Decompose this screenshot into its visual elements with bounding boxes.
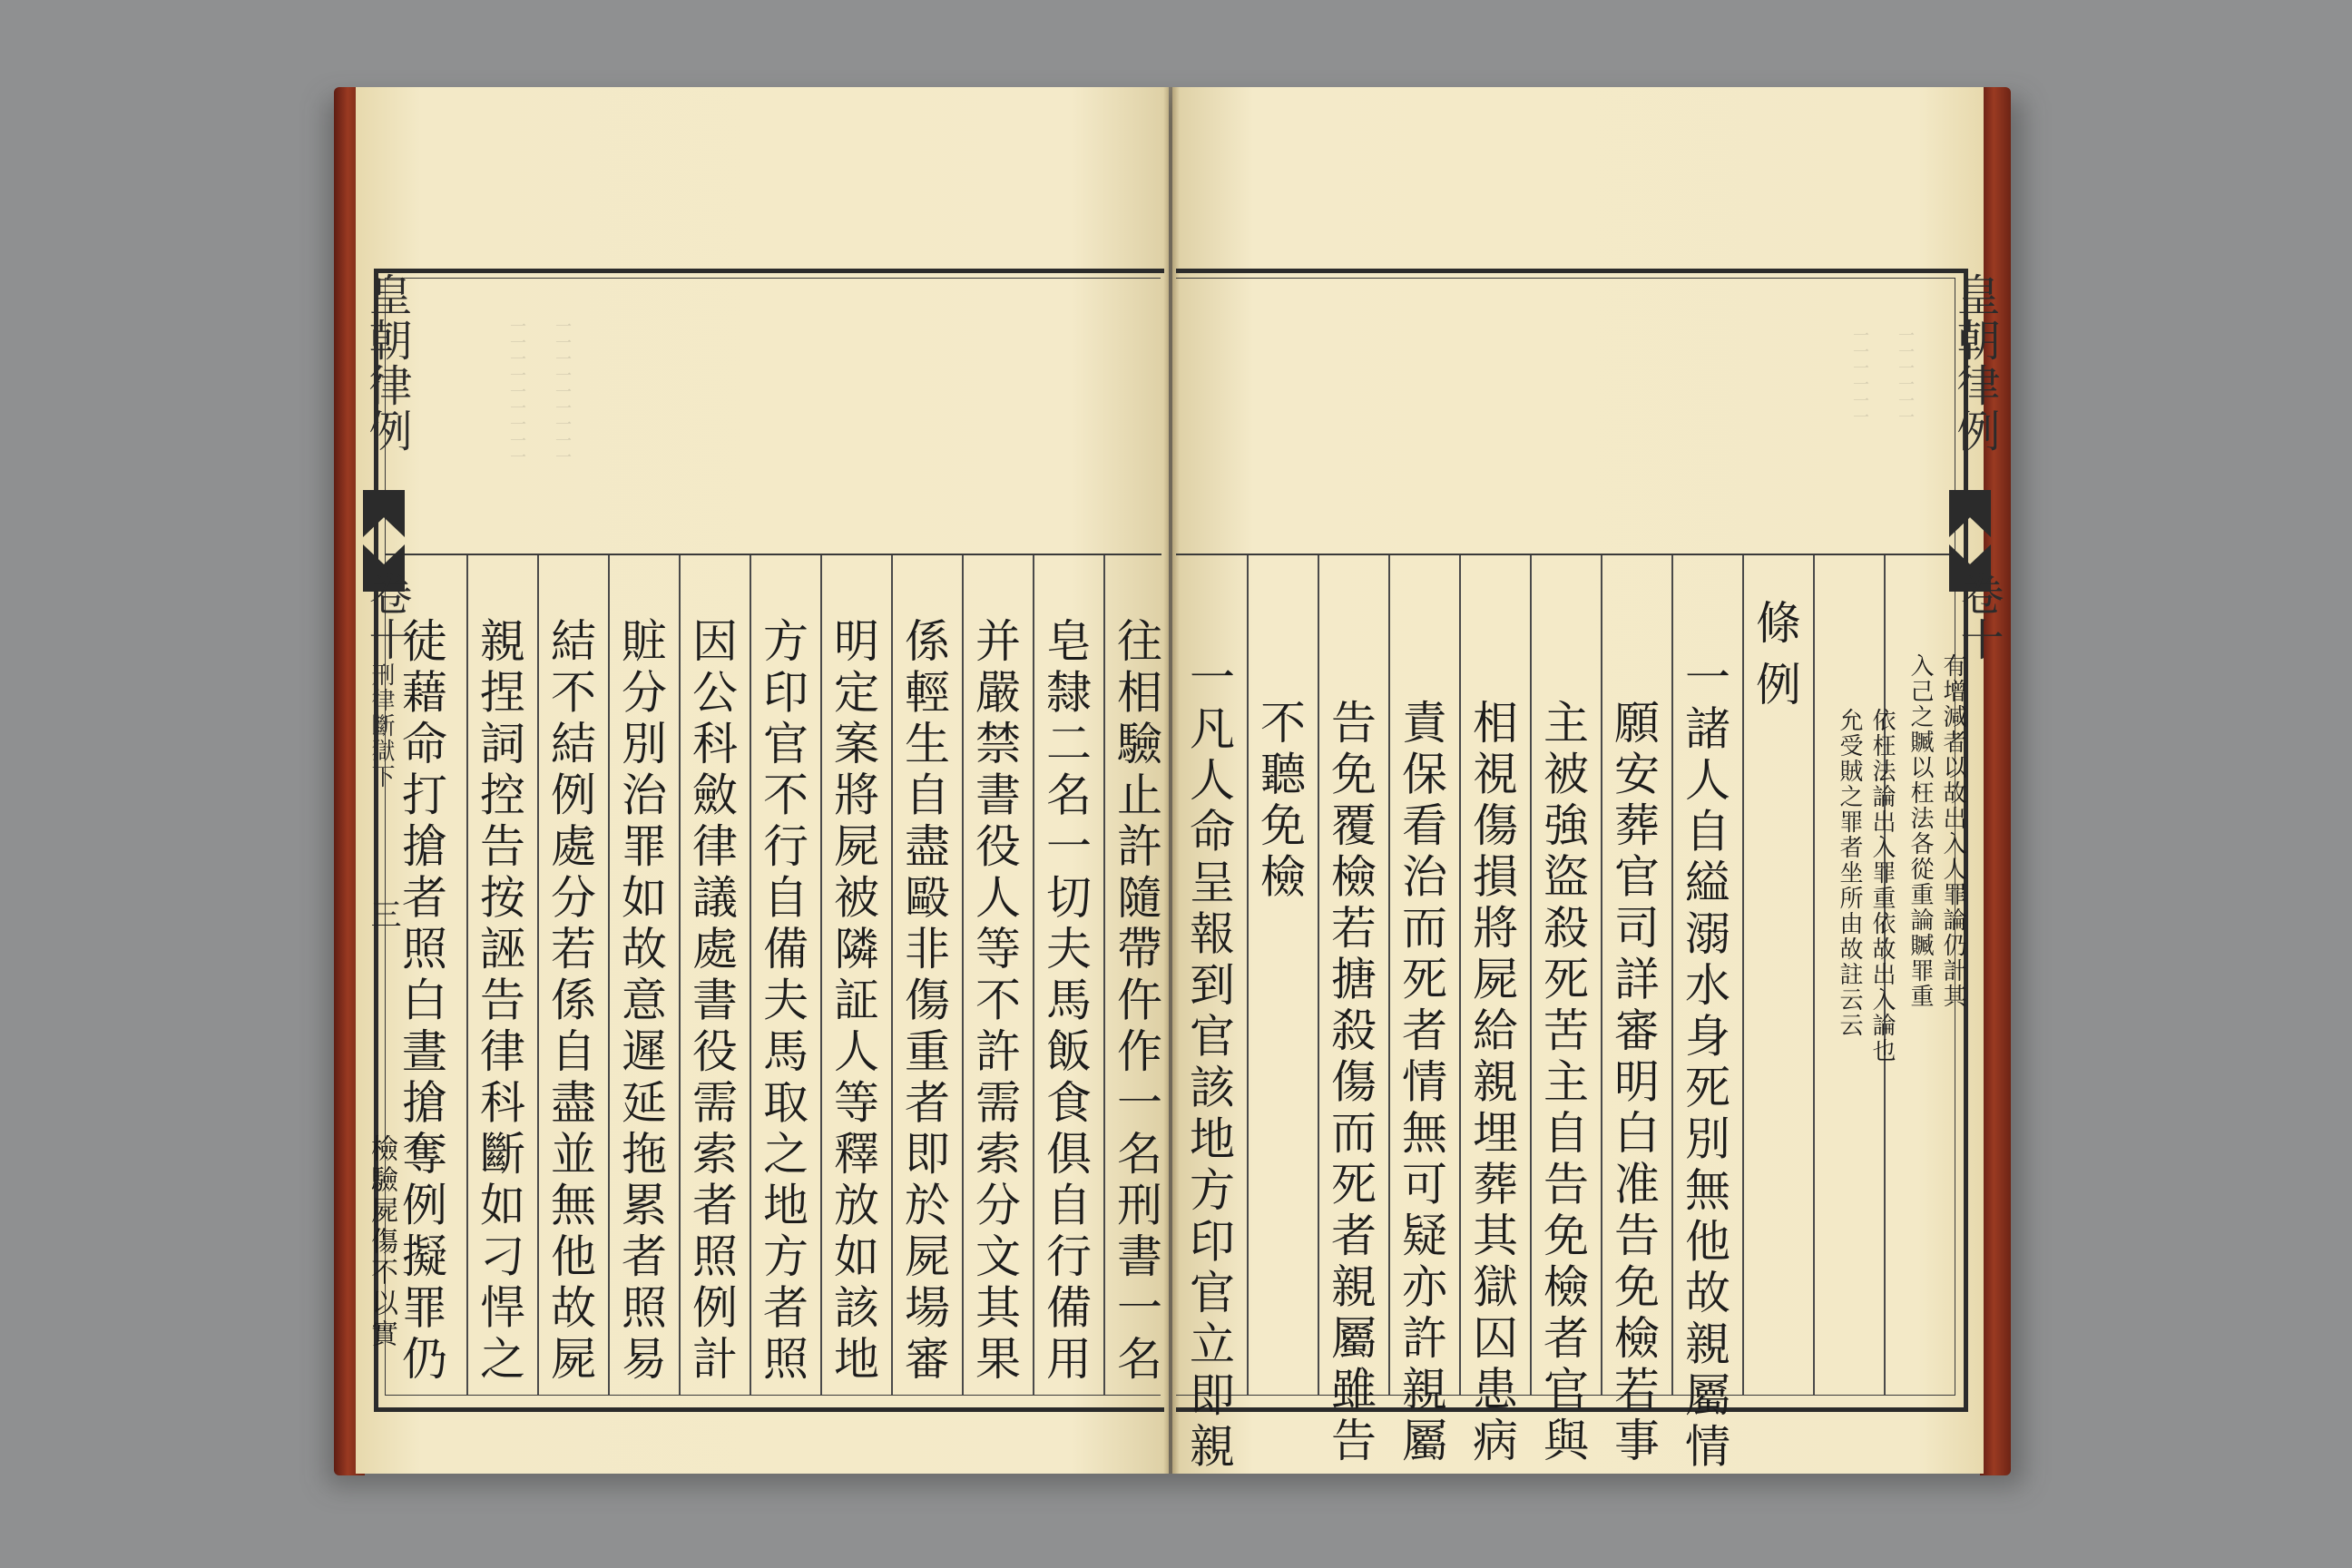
column-rule <box>608 555 610 1395</box>
left-text-column-9: 并嚴禁書役人等不許需索分文其果 <box>968 617 1021 1387</box>
column-rule <box>1033 555 1034 1395</box>
left-text-column-3: 結不結例處分若係自盡並無他故屍 <box>544 617 596 1387</box>
column-rule <box>466 555 468 1395</box>
bleed-through-text: 一一一一一一一一一 <box>507 318 526 465</box>
column-rule <box>750 555 751 1395</box>
left-text-column-8: 係輕生自盡毆非傷重者即於屍場審 <box>897 617 950 1387</box>
column-rule <box>1459 555 1461 1395</box>
right-heart-title: 皇朝律例 <box>1949 272 2000 454</box>
right-text-column-6: 主被強盜殺死苦主自告免檢者官與 <box>1536 699 1589 1468</box>
column-rule <box>1813 555 1815 1395</box>
section-heading: 條例 <box>1749 599 1801 722</box>
column-rule <box>891 555 893 1395</box>
left-text-column-2: 親捏詞控告按誣告律科斷如刁悍之 <box>473 617 525 1387</box>
left-text-column-10: 皂隸二名一切夫馬飯食俱自行備用 <box>1039 617 1092 1387</box>
column-rule <box>1247 555 1249 1395</box>
left-heart-title: 皇朝律例 <box>361 272 412 454</box>
column-rule <box>1671 555 1673 1395</box>
column-rule <box>820 555 822 1395</box>
left-text-column-1: 徒藉命打搶者照白晝搶奪例擬罪仍 <box>395 617 447 1387</box>
left-heart-juan: 卷十 <box>361 572 412 662</box>
commentary-column-4: 有增減者以故出入人罪論仍計其 <box>1939 653 1966 1009</box>
column-rule <box>1742 555 1744 1395</box>
left-page-number: 三 <box>365 898 401 929</box>
bleed-through-text: 一一一一一一 <box>1896 327 1915 425</box>
column-rule <box>679 555 681 1395</box>
right-text-column-8: 一諸人自縊溺水身死別無他故親屬情 <box>1678 653 1730 1474</box>
right-text-column-7: 願安葬官司詳審明白准告免檢若事 <box>1607 699 1660 1468</box>
head-margin-line <box>385 554 1161 555</box>
right-text-column-2: 不聽免檢 <box>1253 699 1306 904</box>
column-rule <box>1103 555 1105 1395</box>
column-rule <box>1318 555 1319 1395</box>
bleed-through-text: 一一一一一一 <box>1850 327 1869 425</box>
left-text-column-4: 賍分別治罪如故意遲延拖累者照易 <box>614 617 667 1387</box>
right-text-column-1: 一凡人命呈報到官該地方印官立即親 <box>1182 653 1235 1474</box>
right-heart-juan: 卷十 <box>1953 572 2004 662</box>
left-text-column-7: 明定案將屍被隣証人等釋放如該地 <box>827 617 879 1387</box>
left-footer-note: 檢驗屍傷不以實 <box>366 1134 397 1350</box>
column-rule <box>962 555 964 1395</box>
right-text-column-5: 相視傷損將屍給親埋葬其獄囚患病 <box>1465 699 1518 1468</box>
left-text-column-5: 因公科斂律議處書役需索者照例計 <box>685 617 738 1387</box>
column-rule <box>537 555 539 1395</box>
commentary-column-1: 允受賊之罪者坐所由故註云云 <box>1836 708 1863 1038</box>
commentary-column-3: 入己之贓以枉法各從重論贓罪重 <box>1906 653 1934 1009</box>
right-text-column-3: 告免覆檢若搪殺傷而死者親屬雖告 <box>1324 699 1377 1468</box>
head-margin-line <box>1176 554 1955 555</box>
commentary-column-2: 依枉法論出入罪重依故出入論也 <box>1868 708 1896 1063</box>
right-text-column-4: 責保看治而死者情無可疑亦許親屬 <box>1395 699 1447 1468</box>
left-text-column-6: 方印官不行自備夫馬取之地方者照 <box>756 617 808 1387</box>
bleed-through-text: 一一一一一一一一一 <box>553 318 572 465</box>
left-text-column-11: 往相驗止許隨帶仵作一名刑書一名 <box>1110 617 1162 1387</box>
column-rule <box>1388 555 1390 1395</box>
column-rule <box>1530 555 1532 1395</box>
column-rule <box>1601 555 1602 1395</box>
left-heart-section: 刑律斷獄下 <box>368 662 395 789</box>
